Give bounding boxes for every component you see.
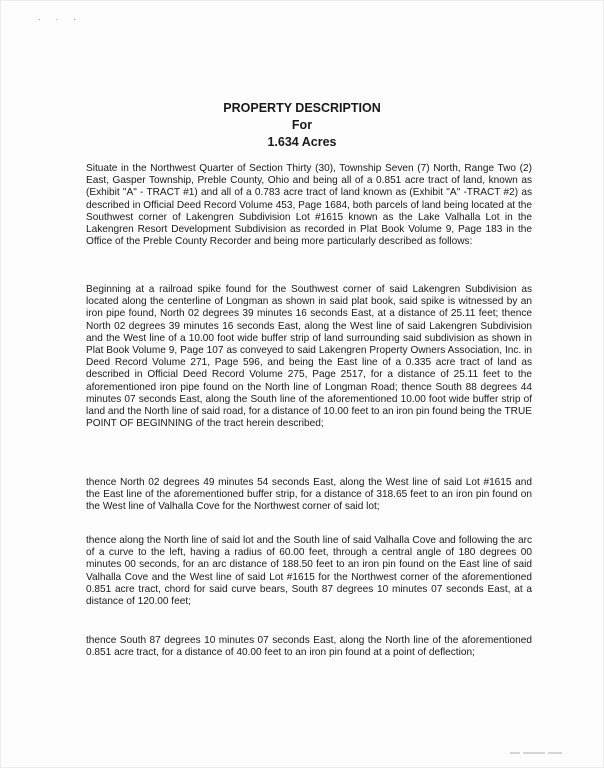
paragraph-beginning: Beginning at a railroad spike found for the Southwest corner of said Lakengren Subdivision as located along the centerline of Longman as shown in said plat book, said spike is witnessed by an iron pipe found, North 02 degrees 39 minutes 16 seconds East, at a distance of 25.11 feet; thence North 02 degrees 39 minutes 16 seconds East, along the West line of said Lakengren Subdivision and the West line of a 10.00 foot wide buffer strip of land surrounding said subdivision as shown in Plat Book Volume 9, Page 107 as conveyed to said Lakengren Property Owners Association, Inc. in Deed Record Volume 271, Page 596, and being the East line of a 0.335 acre tract of land as described in Official Deed Record Volume 275, Page 2517, for a distance of 25.11 feet to the aforementioned iron pipe found on the North line of Longman Road; thence South 88 degrees 44 minutes 07 seconds East, along the South line of the aforementioned 10.00 foot wide buffer strip of land and the North line of said road, for a distance of 10.00 feet to an iron pin found being the TRUE POINT OF BEGINNING of the tract herein described; (86, 284, 532, 430)
paragraph-course-east: thence South 87 degrees 10 minutes 07 seconds East, along the North line of the aforementioned 0.851 acre tract, for a distance of 40.00 feet to an iron pin found at a point of deflection; (86, 635, 532, 659)
scan-footer-marks (510, 744, 590, 754)
paragraph-course-north: thence North 02 degrees 49 minutes 54 seconds East, along the West line of said Lot #1615 and the East line of the aforementioned buffer strip, for a distance of 318.65 feet to an iron pin found on the West line of Valhalla Cove for the Northwest corner of said lot; (86, 477, 532, 513)
document-header (0, 100, 604, 151)
document-subtitle-for: For (291, 118, 313, 132)
paragraph-intro: Situate in the Northwest Quarter of Section Thirty (30), Township Seven (7) North, Range Two (2) East, Gasper Township, Preble County, Ohio and being all of a 0.851 acre tract of land, known as (Exhibit "A" - TRACT #1) and all of a 0.783 acre tract of land known as (Exhibit "A" -TRACT #2) as described in Official Deed Record Volume 453, Page 1684, both parcels of land being located at the Southwest corner of Lakengren Subdivision Lot #1615 known as the Lake Valhalla Lot in the Lakengren Resort Development Subdivision as recorded in Plat Book Volume 9, Page 183 in the Office of the Preble County Recorder and being more particularly described as follows: (86, 163, 532, 248)
scan-artifact-marks: · · · (38, 14, 82, 24)
document-title: PROPERTY DESCRIPTION (223, 101, 381, 115)
document-subtitle-acres: 1.634 Acres (267, 135, 337, 149)
paragraph-course-curve: thence along the North line of said lot and the South line of said Valhalla Cove and following the arc of a curve to the left, having a radius of 60.00 feet, through a central angle of 180 degrees 00 minutes 00 seconds, for an arc distance of 188.50 feet to an iron pin found on the East line of said Valhalla Cove and the West line of said Lot #1615 for the Northwest corner of the aforementioned 0.851 acre tract, chord for said curve bears, South 87 degrees 10 minutes 07 seconds East, at a distance of 120.00 feet; (86, 535, 532, 608)
